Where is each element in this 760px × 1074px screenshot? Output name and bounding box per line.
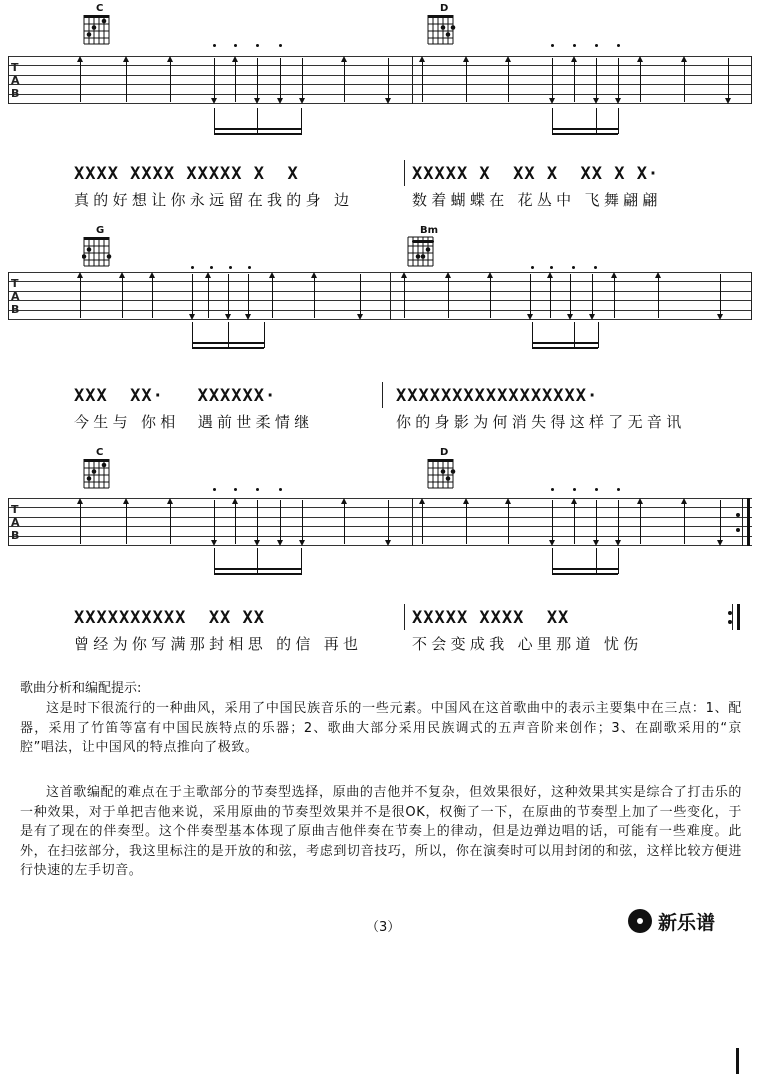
- disc-icon: [628, 909, 652, 933]
- tab-letter-t: T: [11, 61, 19, 74]
- fretboard-grid-icon: [426, 14, 462, 48]
- notes-paragraph-1: 这是时下很流行的一种曲风，采用了中国民族音乐的一些元素。中国风在这首歌曲中的表示主要集中在三点：1、配器，采用了竹笛等富有中国民族特点的乐器；2、歌曲大部分采用民族调式的五声音阶来创作；3、在副歌采用的“京腔”唱法，让中国风的特点推向了极致。: [20, 701, 742, 755]
- lyrics-line-left: 真的好想让你永远留在我的身 边: [74, 191, 354, 209]
- chord-name: C: [96, 447, 104, 458]
- fretboard-grid-icon: [406, 236, 442, 270]
- tab-letter-t: T: [11, 277, 19, 290]
- end-repeat-bar: [737, 604, 740, 630]
- lyrics-line-right: 不会变成我 心里那道 忧伤: [412, 635, 643, 653]
- fretboard-grid-icon: [82, 14, 118, 48]
- tab-letter-b: B: [11, 87, 20, 100]
- rhythm-line-left: XXXXXXXXXX XX XX: [74, 608, 265, 628]
- page-number: （3）: [366, 920, 401, 935]
- chord-name: C: [96, 3, 104, 14]
- fretboard-grid-icon: [82, 458, 118, 492]
- tab-letter-a: A: [11, 74, 20, 87]
- fretboard-grid-icon: [82, 236, 118, 270]
- rhythm-line-right: XXXXX X XX X XX X X·: [412, 164, 660, 184]
- notes-paragraph-2: 这首歌编配的难点在于主歌部分的节奏型选择，原曲的吉他并不复杂，但效果很好，这种效果其实是综合了打击乐的一种效果，对于单把吉他来说，采用原曲的节奏型效果并不是很OK，权衡了一下，在原曲的节奏型上加了一些变化，于是有了现在的伴奏型。这个伴奏型基本体现了原曲吉他伴奏在节奏上的律动，但是边弹边唱的话，可能有一些难度。此外，在扫弦部分，我这里标注的是开放的和弦，考虑到切音技巧，所以，你在演奏时可以用封闭的和弦，这样比较方便进行快速的左手切音。: [20, 785, 742, 878]
- lyrics-line-right: 数着蝴蝶在 花丛中 飞舞翩翩: [412, 191, 662, 209]
- rhythm-line-left: XXX XX· XXXXXX·: [74, 386, 277, 406]
- chord-name: Bm: [420, 225, 439, 236]
- tab-staff: [8, 272, 752, 320]
- tab-letter-b: B: [11, 529, 20, 542]
- tab-letter-a: A: [11, 290, 20, 303]
- chord-name: D: [440, 3, 449, 14]
- notes-title: 歌曲分析和编配提示:: [20, 681, 142, 696]
- tab-letter-t: T: [11, 503, 19, 516]
- tab-staff: [8, 498, 752, 546]
- lyrics-line-left: 曾经为你写满那封相思 的信 再也: [74, 635, 363, 653]
- chord-name: G: [96, 225, 105, 236]
- logo-text: 新乐谱: [658, 912, 716, 934]
- chord-name: D: [440, 447, 449, 458]
- tab-staff: [8, 56, 752, 104]
- fretboard-grid-icon: [426, 458, 462, 492]
- logo: [628, 908, 753, 936]
- rhythm-line-left: XXXX XXXX XXXXX X X: [74, 164, 299, 184]
- lyrics-line-right: 你的身影为何消失得这样了无音讯: [396, 413, 686, 431]
- rhythm-line-right: XXXXXXXXXXXXXXXXX·: [396, 386, 599, 406]
- tab-letter-a: A: [11, 516, 20, 529]
- tab-letter-b: B: [11, 303, 20, 316]
- lyrics-line-left: 今生与 你相 遇前世柔情继: [74, 413, 314, 431]
- rhythm-line-right: XXXXX XXXX XX: [412, 608, 570, 628]
